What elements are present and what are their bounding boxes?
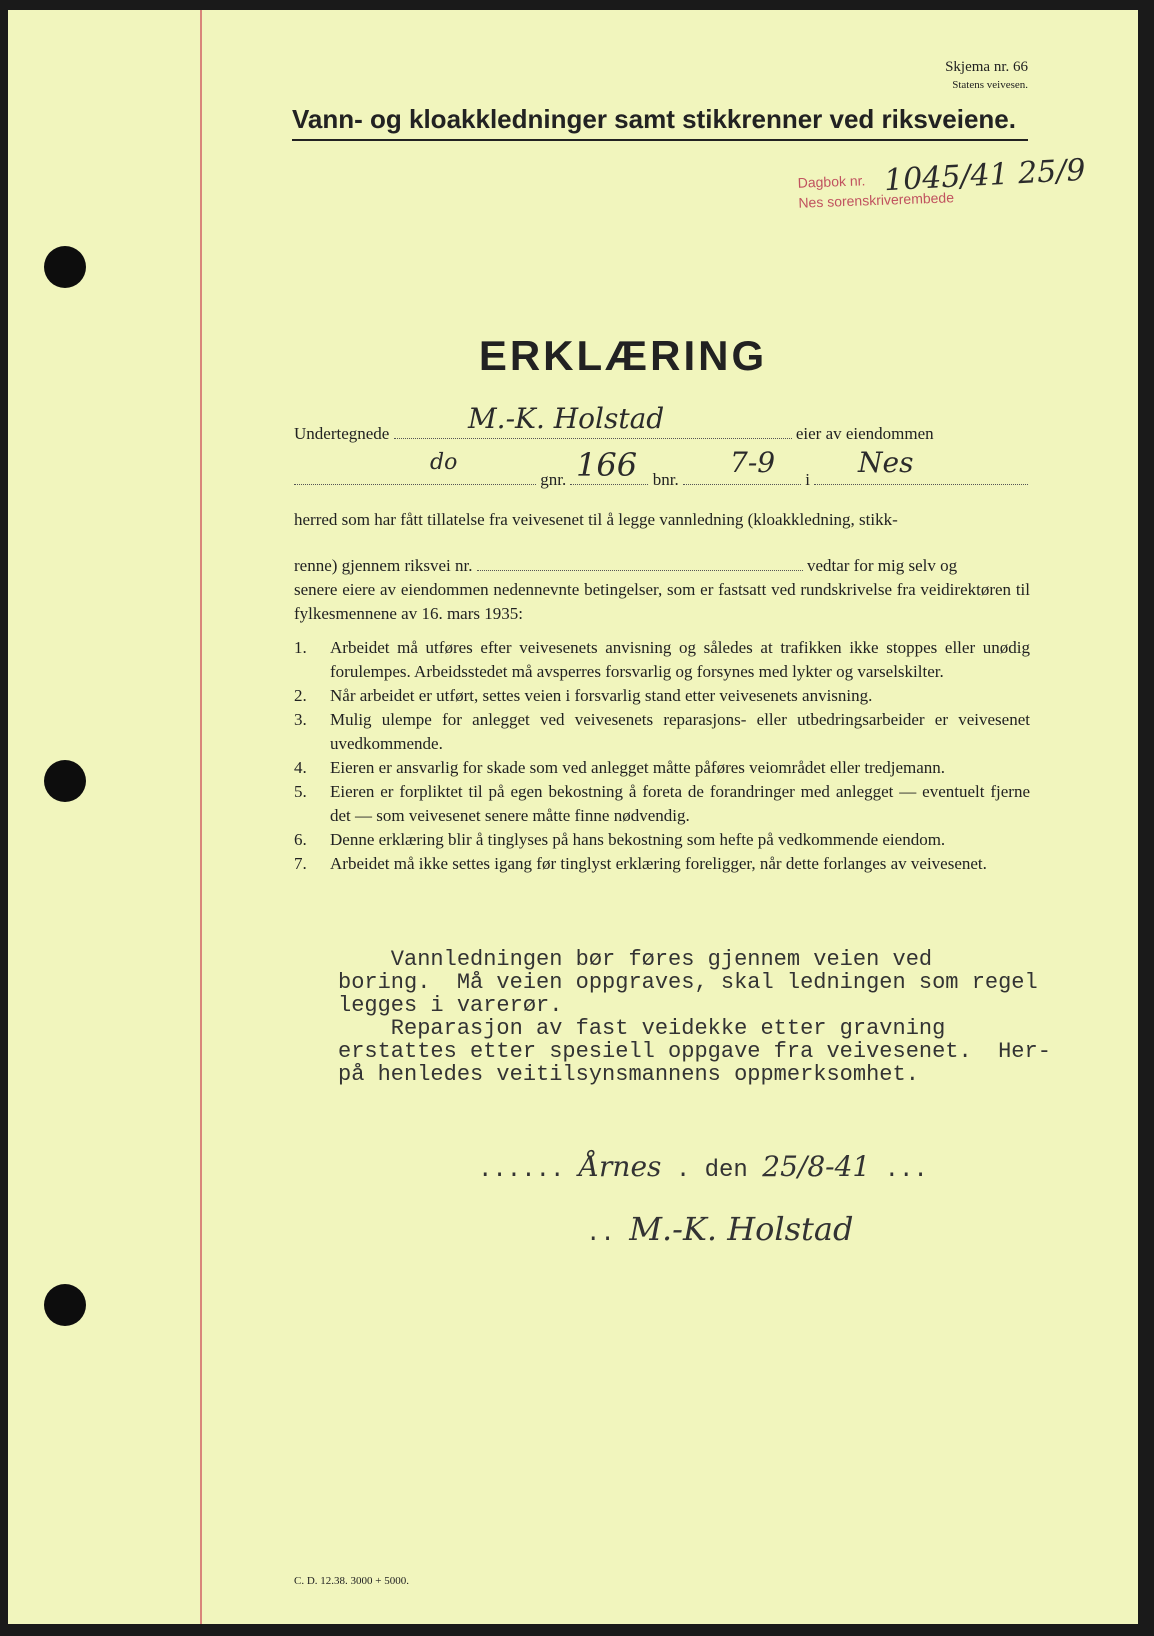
gnr-value: 166 [576,446,638,484]
bnr-value: 7-9 [730,446,776,479]
undersigned-value: M.-K. Holstad [468,402,665,435]
gnr-label: gnr. [540,470,567,489]
property-row [294,470,1030,490]
punch-hole [44,246,86,288]
signature: M.-K. Holstad [629,1210,854,1248]
owner-label: eier av eiendommen [795,424,934,443]
condition-number: 6. [294,830,307,849]
typed-line: legges i varerør. [338,993,563,1018]
condition-item [294,636,1030,684]
para3: senere eiere av eiendommen nedennevnte betingelser, som er fastsatt ved rundskrivelse fra veidirektøren til fylkesmennene av 16. mars 1935: [294,580,1030,623]
punch-hole [44,1284,86,1326]
typed-line: boring. Må veien oppgraves, skal ledningen som regel [338,970,1038,995]
para2-end: vedtar for mig selv og [806,556,958,575]
condition-number: 1. [294,638,307,657]
condition-text: Arbeidet må ikke settes igang før tinglyst erklæring foreligger, når dette forlanges av veivesenet. [330,854,987,873]
typed-line: erstattes etter spesiell oppgave fra veivesenet. Her- [338,1039,1051,1064]
condition-item [294,780,1030,828]
condition-text: Når arbeidet er utført, settes veien i forsvarlig stand etter veivesenets anvisning. [330,686,873,705]
condition-item [294,828,1030,852]
punch-hole [44,760,86,802]
stamp-handwritten-number: 1045/41 25/9 [883,152,1087,199]
condition-text: Denne erklæring blir å tinglyses på hans bekostning som hefte på vedkommende eiendom. [330,830,946,849]
conditions-list [294,636,1030,876]
print-footer: C. D. 12.38. 3000 + 5000. [294,1575,409,1587]
stamp-court-name: Nes sorenskriverembede [798,189,955,211]
i-label: i [805,470,810,489]
para1: herred som har fått tillatelse fra veivesenet til å legge vannledning (kloakkledning, stikk- [294,510,898,529]
schema-number: Skjema nr. 66 [945,59,1028,75]
schema-agency: Statens veivesen. [952,79,1028,91]
para2-start: renne) gjennem riksvei nr. [294,556,473,575]
condition-item [294,684,1030,708]
undersigned-label: Undertegnede [294,424,390,443]
condition-number: 3. [294,710,307,729]
condition-number: 2. [294,686,307,705]
margin-rule [200,10,202,1624]
document-page [8,10,1138,1624]
typed-line: på henledes veitilsynsmannens oppmerksomhet. [338,1062,919,1087]
place-date-line: ...... Årnes . den 25/8-41 ... [478,1150,928,1184]
typed-line: Reparasjon av fast veidekke etter gravning [338,1016,946,1041]
undersigned-line [394,438,792,439]
form-title: Vann- og kloakkledninger samt stikkrenner ved riksveiene. [292,104,1028,141]
condition-text: Arbeidet må utføres efter veivesenets anvisning og således at trafikken ikke stoppes eller unødig forulempes. Arbeidsstedet må avsperres forsvarlig og forsynes med lykter og varselskilter. [330,638,1030,681]
stamp-journal-label: Dagbok nr. [797,172,866,191]
schema-label [945,58,1028,94]
condition-item [294,852,1030,876]
condition-item [294,708,1030,756]
condition-number: 4. [294,758,307,777]
signature-line: .. M.-K. Holstad [586,1210,854,1248]
condition-number: 5. [294,782,307,801]
condition-item [294,756,1030,780]
den-label: den [704,1157,748,1184]
document-heading: ERKLÆRING [478,332,768,379]
condition-text: Eieren er ansvarlig for skade som ved anlegget måtte påføres veiområdet eller tredjemann. [330,758,946,777]
road-number-line [477,570,803,571]
bnr-label: bnr. [652,470,679,489]
para2-row [294,556,1030,576]
property-name-value: do [430,450,458,475]
date-value: 25/8-41 [762,1150,871,1183]
herred-value: Nes [858,446,914,479]
typed-remarks [338,948,1058,1086]
typed-line: Vannledningen bør føres gjennem veien ved [338,947,933,972]
place-value: Årnes [578,1150,662,1183]
condition-text: Eieren er forpliktet til på egen bekostning å foreta de forandringer med anlegget — eventuelt fjerne det — som veivesenet senere måtte finne nødvendig. [330,782,1030,825]
condition-text: Mulig ulempe for anlegget ved veivesenets reparasjons- eller utbedringsarbeider er veivesenet uvedkommende. [330,710,1030,753]
condition-number: 7. [294,854,307,873]
